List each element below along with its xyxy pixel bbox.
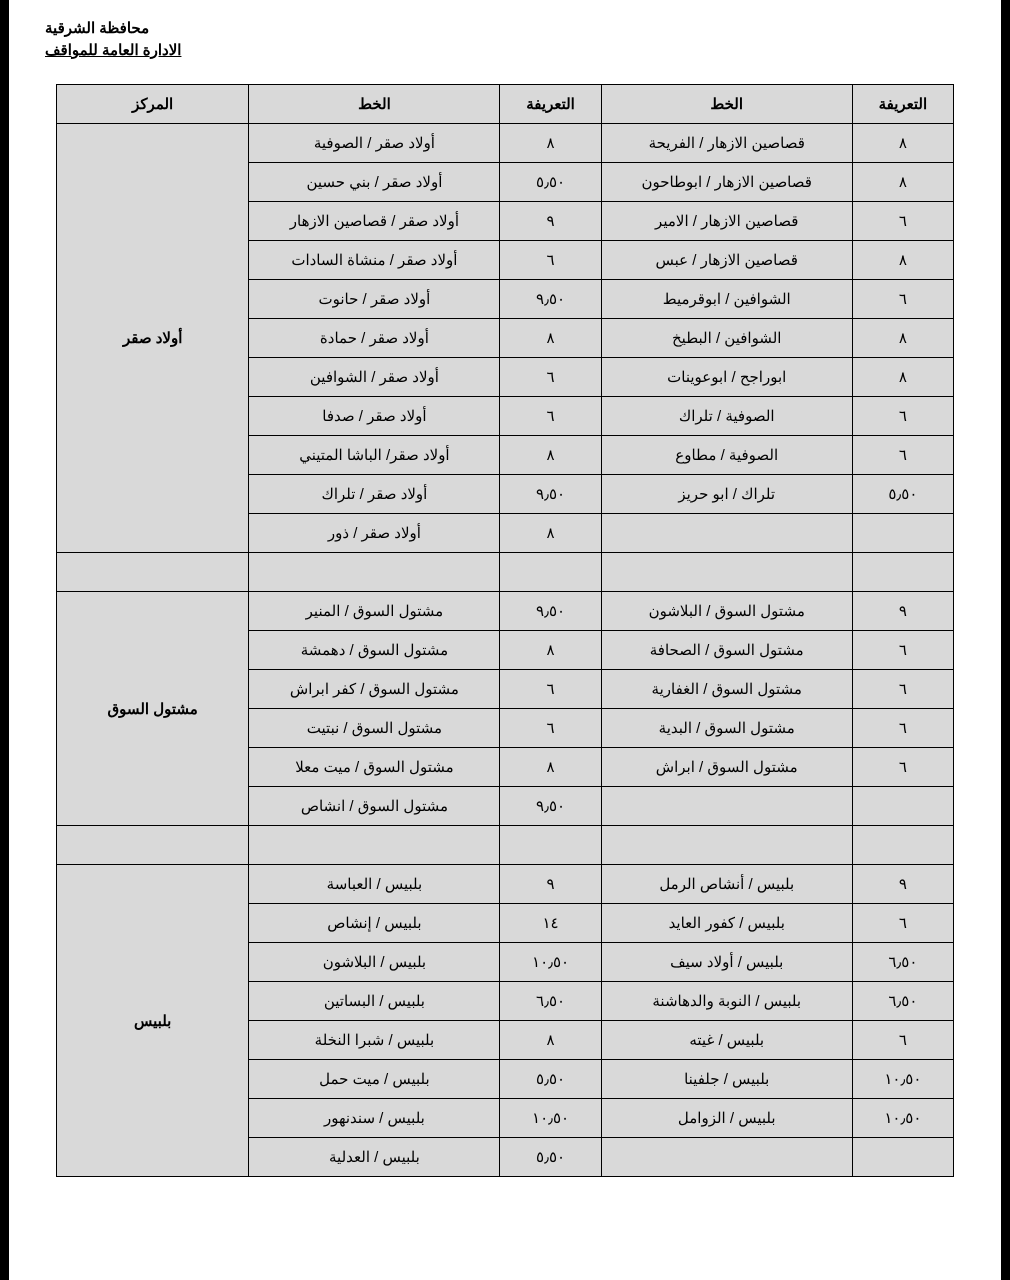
line-right-cell: أولاد صقر / تلراك: [249, 475, 500, 514]
line-left-cell: تلراك / ابو حريز: [601, 475, 852, 514]
table-row: [57, 592, 954, 631]
fare-right-cell: ٦: [500, 670, 601, 709]
line-right-cell: أولاد صقر / قصاصين الازهار: [249, 202, 500, 241]
line-right-cell: أولاد صقر / بني حسين: [249, 163, 500, 202]
separator-cell: [249, 826, 500, 865]
line-right-cell: أولاد صقر / الشوافين: [249, 358, 500, 397]
fare-left-cell: ٥٫٥٠: [852, 475, 953, 514]
empty-cell: [601, 514, 852, 553]
fare-right-cell: ٥٫٥٠: [500, 1060, 601, 1099]
line-right-cell: أولاد صقر / ذور: [249, 514, 500, 553]
line-left-cell: ابوراجح / ابوعوينات: [601, 358, 852, 397]
fare-right-cell: ٨: [500, 319, 601, 358]
table-body: [57, 124, 954, 1177]
line-left-cell: الصوفية / تلراك: [601, 397, 852, 436]
line-right-cell: بلبيس / إنشاص: [249, 904, 500, 943]
line-right-cell: مشتول السوق / المنير: [249, 592, 500, 631]
empty-cell: [852, 787, 953, 826]
fare-right-cell: ٩٫٥٠: [500, 787, 601, 826]
fare-left-cell: ١٠٫٥٠: [852, 1099, 953, 1138]
fare-left-cell: ٦: [852, 436, 953, 475]
fare-left-cell: ٦٫٥٠: [852, 943, 953, 982]
line-right-cell: بلبيس / سندنهور: [249, 1099, 500, 1138]
table-row: [57, 865, 954, 904]
line-right-cell: أولاد صقر / حمادة: [249, 319, 500, 358]
line-left-cell: مشتول السوق / البلاشون: [601, 592, 852, 631]
empty-cell: [852, 1138, 953, 1177]
line-left-cell: بلبيس / جلفينا: [601, 1060, 852, 1099]
line-right-cell: بلبيس / البساتين: [249, 982, 500, 1021]
line-right-cell: أولاد صقر / الصوفية: [249, 124, 500, 163]
line-left-cell: الصوفية / مطاوع: [601, 436, 852, 475]
fare-left-cell: ١٠٫٥٠: [852, 1060, 953, 1099]
line-left-cell: مشتول السوق / البدية: [601, 709, 852, 748]
line-right-cell: بلبيس / البلاشون: [249, 943, 500, 982]
line-right-cell: مشتول السوق / ميت معلا: [249, 748, 500, 787]
fare-right-cell: ١٤: [500, 904, 601, 943]
line-left-cell: بلبيس / الزوامل: [601, 1099, 852, 1138]
fare-left-cell: ٦: [852, 631, 953, 670]
fare-left-cell: ٩: [852, 592, 953, 631]
governorate-name: محافظة الشرقية: [45, 20, 150, 37]
fare-left-cell: ٨: [852, 241, 953, 280]
fare-left-cell: ٩: [852, 865, 953, 904]
line-right-cell: أولاد صقر / صدفا: [249, 397, 500, 436]
line-right-cell: بلبيس / العدلية: [249, 1138, 500, 1177]
separator-cell: [57, 826, 249, 865]
fare-right-cell: ٦: [500, 397, 601, 436]
fare-right-cell: ٩٫٥٠: [500, 280, 601, 319]
fare-table: [56, 84, 954, 1177]
fare-left-cell: ٦: [852, 397, 953, 436]
header-fare-right: التعريفة: [500, 85, 601, 124]
line-left-cell: الشوافين / البطيخ: [601, 319, 852, 358]
department-name: الادارة العامة للمواقف: [45, 42, 182, 59]
fare-right-cell: ٨: [500, 748, 601, 787]
group-separator: [57, 553, 954, 592]
fare-right-cell: ٥٫٥٠: [500, 163, 601, 202]
line-left-cell: بلبيس / كفور العايد: [601, 904, 852, 943]
header-line-right: الخط: [249, 85, 500, 124]
fare-left-cell: ٦: [852, 748, 953, 787]
fare-right-cell: ٥٫٥٠: [500, 1138, 601, 1177]
fare-left-cell: ٦: [852, 202, 953, 241]
fare-left-cell: ٦٫٥٠: [852, 982, 953, 1021]
header-fare-left: التعريفة: [852, 85, 953, 124]
center-name-cell: مشتول السوق: [57, 592, 249, 826]
fare-left-cell: ٨: [852, 163, 953, 202]
fare-right-cell: ٨: [500, 436, 601, 475]
fare-left-cell: ٦: [852, 1021, 953, 1060]
line-left-cell: مشتول السوق / ابراش: [601, 748, 852, 787]
table-row: [57, 124, 954, 163]
header-center: المركز: [57, 85, 249, 124]
separator-cell: [852, 553, 953, 592]
line-left-cell: الشوافين / ابوقرميط: [601, 280, 852, 319]
line-left-cell: مشتول السوق / الصحافة: [601, 631, 852, 670]
document-header: [39, 18, 971, 62]
fare-left-cell: ٦: [852, 280, 953, 319]
fare-right-cell: ٦: [500, 709, 601, 748]
fare-right-cell: ١٠٫٥٠: [500, 943, 601, 982]
separator-cell: [852, 826, 953, 865]
center-name-cell: بلبيس: [57, 865, 249, 1177]
line-left-cell: مشتول السوق / الغفارية: [601, 670, 852, 709]
separator-cell: [601, 553, 852, 592]
line-right-cell: مشتول السوق / كفر ابراش: [249, 670, 500, 709]
line-left-cell: قصاصين الازهار / الفريحة: [601, 124, 852, 163]
line-left-cell: بلبيس / غيته: [601, 1021, 852, 1060]
fare-right-cell: ٨: [500, 1021, 601, 1060]
fare-right-cell: ٩: [500, 202, 601, 241]
line-right-cell: مشتول السوق / نبتيت: [249, 709, 500, 748]
fare-right-cell: ٦: [500, 241, 601, 280]
line-left-cell: بلبيس / النوبة والدهاشنة: [601, 982, 852, 1021]
empty-cell: [601, 787, 852, 826]
fare-right-cell: ٩٫٥٠: [500, 475, 601, 514]
separator-cell: [601, 826, 852, 865]
fare-left-cell: ٨: [852, 358, 953, 397]
fare-left-cell: ٦: [852, 904, 953, 943]
fare-right-cell: ٩: [500, 865, 601, 904]
fare-right-cell: ١٠٫٥٠: [500, 1099, 601, 1138]
fare-left-cell: ٦: [852, 709, 953, 748]
line-right-cell: مشتول السوق / دهمشة: [249, 631, 500, 670]
fare-left-cell: ٨: [852, 124, 953, 163]
separator-cell: [57, 553, 249, 592]
line-right-cell: مشتول السوق / انشاص: [249, 787, 500, 826]
line-left-cell: قصاصين الازهار / ابوطاحون: [601, 163, 852, 202]
header-line-left: الخط: [601, 85, 852, 124]
fare-right-cell: ٦٫٥٠: [500, 982, 601, 1021]
group-separator: [57, 826, 954, 865]
empty-cell: [601, 1138, 852, 1177]
separator-cell: [249, 553, 500, 592]
fare-left-cell: ٦: [852, 670, 953, 709]
line-left-cell: بلبيس / أنشاص الرمل: [601, 865, 852, 904]
separator-cell: [500, 553, 601, 592]
line-right-cell: أولاد صقر / منشاة السادات: [249, 241, 500, 280]
fare-right-cell: ٨: [500, 631, 601, 670]
table-header-row: [57, 85, 954, 124]
line-left-cell: قصاصين الازهار / عبس: [601, 241, 852, 280]
fare-right-cell: ٩٫٥٠: [500, 592, 601, 631]
line-right-cell: بلبيس / العباسة: [249, 865, 500, 904]
separator-cell: [500, 826, 601, 865]
fare-left-cell: ٨: [852, 319, 953, 358]
fare-right-cell: ٨: [500, 514, 601, 553]
line-right-cell: أولاد صقر / حانوت: [249, 280, 500, 319]
empty-cell: [852, 514, 953, 553]
line-right-cell: بلبيس / شبرا النخلة: [249, 1021, 500, 1060]
center-name-cell: أولاد صقر: [57, 124, 249, 553]
line-right-cell: أولاد صقر/ الباشا المتيني: [249, 436, 500, 475]
line-right-cell: بلبيس / ميت حمل: [249, 1060, 500, 1099]
line-left-cell: قصاصين الازهار / الامير: [601, 202, 852, 241]
fare-right-cell: ٨: [500, 124, 601, 163]
line-left-cell: بلبيس / أولاد سيف: [601, 943, 852, 982]
fare-right-cell: ٦: [500, 358, 601, 397]
